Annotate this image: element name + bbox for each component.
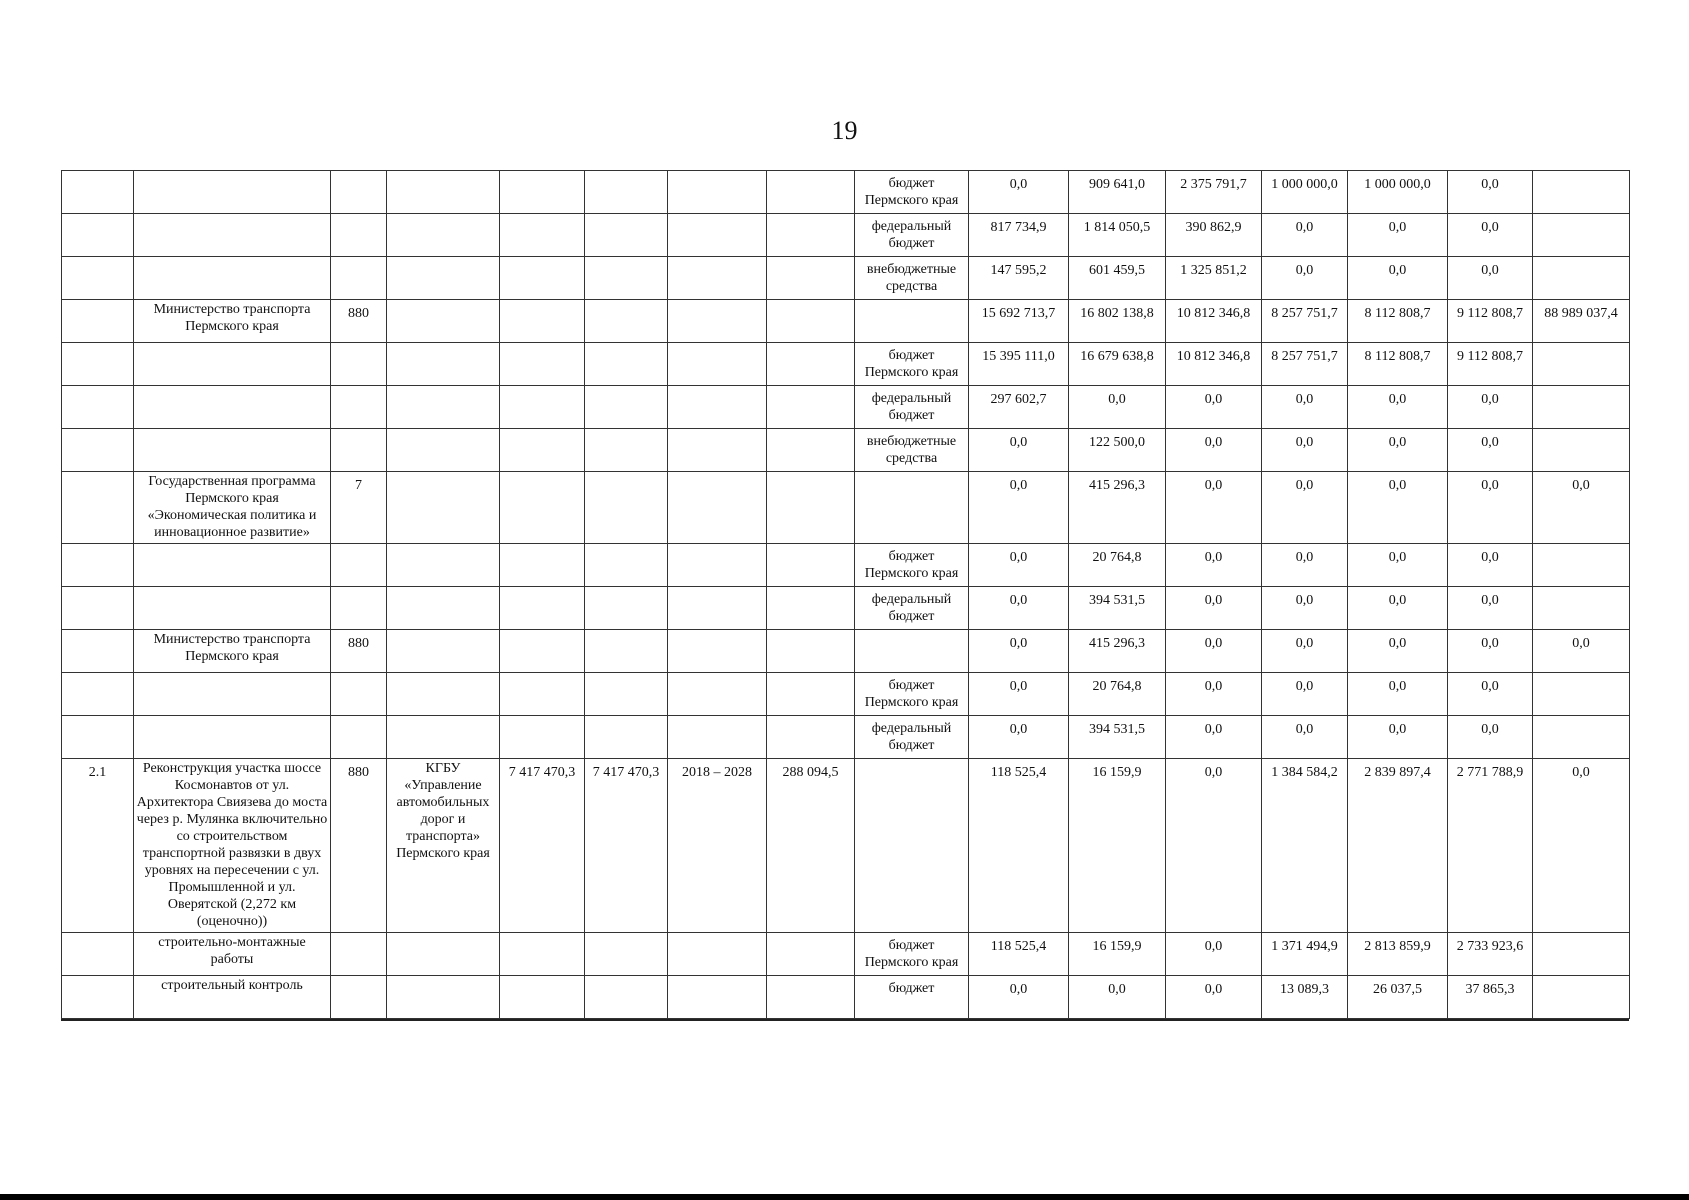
year-value-cell: 415 296,3: [1069, 630, 1166, 673]
row-number-cell: [62, 544, 134, 587]
executor-cell: [387, 587, 500, 630]
code-cell: [331, 171, 387, 214]
year-value-cell: 0,0: [1166, 429, 1262, 472]
name-cell: [134, 343, 331, 386]
row-number-cell: [62, 472, 134, 544]
year-value-cell: 0,0: [1166, 630, 1262, 673]
executor-cell: [387, 630, 500, 673]
year-value-cell: 394 531,5: [1069, 716, 1166, 759]
period-cell: [668, 544, 767, 587]
cost-cell: [500, 630, 585, 673]
year-value-cell: 1 371 494,9: [1262, 933, 1348, 976]
cost-cell: [585, 630, 668, 673]
year-value-cell: 0,0: [1448, 673, 1533, 716]
table-body: [62, 171, 1630, 1019]
code-cell: [331, 214, 387, 257]
table-row: [62, 716, 1630, 759]
funding-source-cell: [855, 630, 969, 673]
year-value-cell: 9 112 808,7: [1448, 300, 1533, 343]
name-cell: [134, 171, 331, 214]
code-cell: 880: [331, 759, 387, 933]
year-value-cell: 1 814 050,5: [1069, 214, 1166, 257]
cost-cell: [500, 300, 585, 343]
funding-source-cell: [855, 472, 969, 544]
code-cell: 7: [331, 472, 387, 544]
cost-cell: [500, 386, 585, 429]
year-value-cell: [1533, 716, 1630, 759]
row-number-cell: [62, 343, 134, 386]
code-cell: [331, 343, 387, 386]
year-value-cell: 0,0: [1448, 214, 1533, 257]
period-cell: [668, 673, 767, 716]
year-value-cell: 0,0: [969, 976, 1069, 1019]
year-value-cell: 601 459,5: [1069, 257, 1166, 300]
previous-cell: [767, 716, 855, 759]
executor-cell: [387, 472, 500, 544]
period-cell: [668, 587, 767, 630]
year-value-cell: 0,0: [1348, 673, 1448, 716]
year-value-cell: 37 865,3: [1448, 976, 1533, 1019]
executor-cell: [387, 976, 500, 1019]
period-cell: 2018 – 2028: [668, 759, 767, 933]
table-row: [62, 171, 1630, 214]
row-number-cell: [62, 386, 134, 429]
executor-cell: [387, 716, 500, 759]
name-cell: [134, 386, 331, 429]
previous-cell: [767, 343, 855, 386]
year-value-cell: 0,0: [1166, 673, 1262, 716]
previous-cell: 288 094,5: [767, 759, 855, 933]
year-value-cell: 0,0: [1448, 544, 1533, 587]
table-row: [62, 933, 1630, 976]
name-cell: Реконструкция участка шоссе Космонавтов от ул. Архитектора Свиязева до моста через р. Мулянка включительно со строительством транспортной развязки в двух уровнях на пересечении с ул. Промышленной и ул. Оверятской (2,272 км (оценочно)): [134, 759, 331, 933]
funding-source-cell: внебюджетные средства: [855, 429, 969, 472]
name-cell: строительно-монтажные работы: [134, 933, 331, 976]
name-cell: [134, 673, 331, 716]
name-cell: Государственная программа Пермского края «Экономическая политика и инновационное развитие»: [134, 472, 331, 544]
row-number-cell: [62, 716, 134, 759]
year-value-cell: 0,0: [1533, 759, 1630, 933]
code-cell: [331, 257, 387, 300]
page-number: 19: [831, 116, 858, 145]
table-row: [62, 759, 1630, 933]
year-value-cell: 817 734,9: [969, 214, 1069, 257]
year-value-cell: 0,0: [1166, 587, 1262, 630]
year-value-cell: 0,0: [1348, 214, 1448, 257]
row-number-cell: [62, 300, 134, 343]
executor-cell: [387, 300, 500, 343]
year-value-cell: 1 325 851,2: [1166, 257, 1262, 300]
cost-cell: [500, 933, 585, 976]
year-value-cell: 909 641,0: [1069, 171, 1166, 214]
year-value-cell: 8 112 808,7: [1348, 343, 1448, 386]
cost-cell: [585, 386, 668, 429]
code-cell: [331, 716, 387, 759]
name-cell: [134, 214, 331, 257]
year-value-cell: 0,0: [1533, 630, 1630, 673]
code-cell: [331, 976, 387, 1019]
year-value-cell: [1533, 257, 1630, 300]
previous-cell: [767, 300, 855, 343]
name-cell: строительный контроль: [134, 976, 331, 1019]
year-value-cell: 0,0: [1262, 472, 1348, 544]
table-row: [62, 976, 1630, 1019]
cost-cell: [500, 343, 585, 386]
executor-cell: [387, 214, 500, 257]
year-value-cell: 10 812 346,8: [1166, 343, 1262, 386]
year-value-cell: 0,0: [1448, 171, 1533, 214]
scan-edge-line: [0, 1194, 1689, 1200]
year-value-cell: 0,0: [1166, 933, 1262, 976]
year-value-cell: 147 595,2: [969, 257, 1069, 300]
cost-cell: [585, 976, 668, 1019]
table-row: [62, 587, 1630, 630]
previous-cell: [767, 630, 855, 673]
cost-cell: [500, 673, 585, 716]
previous-cell: [767, 386, 855, 429]
code-cell: [331, 933, 387, 976]
row-number-cell: [62, 976, 134, 1019]
year-value-cell: 0,0: [1166, 976, 1262, 1019]
previous-cell: [767, 171, 855, 214]
year-value-cell: 2 375 791,7: [1166, 171, 1262, 214]
previous-cell: [767, 544, 855, 587]
year-value-cell: 394 531,5: [1069, 587, 1166, 630]
row-number-cell: [62, 673, 134, 716]
funding-source-cell: федеральный бюджет: [855, 587, 969, 630]
year-value-cell: 0,0: [1262, 429, 1348, 472]
previous-cell: [767, 976, 855, 1019]
funding-source-cell: бюджет Пермского края: [855, 933, 969, 976]
year-value-cell: [1533, 343, 1630, 386]
cost-cell: [585, 343, 668, 386]
executor-cell: [387, 544, 500, 587]
cost-cell: [500, 587, 585, 630]
cost-cell: [585, 716, 668, 759]
year-value-cell: 20 764,8: [1069, 673, 1166, 716]
cost-cell: [500, 214, 585, 257]
cost-cell: [500, 716, 585, 759]
year-value-cell: 0,0: [1348, 716, 1448, 759]
period-cell: [668, 630, 767, 673]
year-value-cell: 16 679 638,8: [1069, 343, 1166, 386]
previous-cell: [767, 587, 855, 630]
previous-cell: [767, 257, 855, 300]
funding-source-cell: бюджет Пермского края: [855, 343, 969, 386]
executor-cell: [387, 673, 500, 716]
year-value-cell: [1533, 386, 1630, 429]
period-cell: [668, 300, 767, 343]
code-cell: 880: [331, 300, 387, 343]
year-value-cell: 8 257 751,7: [1262, 300, 1348, 343]
previous-cell: [767, 673, 855, 716]
code-cell: 880: [331, 630, 387, 673]
year-value-cell: 415 296,3: [1069, 472, 1166, 544]
budget-table: [61, 170, 1630, 1019]
year-value-cell: 0,0: [1166, 544, 1262, 587]
year-value-cell: 1 000 000,0: [1348, 171, 1448, 214]
cost-cell: [500, 257, 585, 300]
code-cell: [331, 673, 387, 716]
year-value-cell: 0,0: [969, 630, 1069, 673]
cost-cell: [585, 587, 668, 630]
executor-cell: [387, 171, 500, 214]
table-row: [62, 429, 1630, 472]
cost-cell: [500, 429, 585, 472]
table-row: [62, 673, 1630, 716]
year-value-cell: 0,0: [1348, 429, 1448, 472]
year-value-cell: 0,0: [1166, 716, 1262, 759]
cost-cell: [585, 171, 668, 214]
year-value-cell: 0,0: [969, 429, 1069, 472]
name-cell: Министерство транспорта Пермского края: [134, 630, 331, 673]
funding-source-cell: бюджет Пермского края: [855, 673, 969, 716]
period-cell: [668, 386, 767, 429]
executor-cell: [387, 343, 500, 386]
funding-source-cell: федеральный бюджет: [855, 214, 969, 257]
year-value-cell: 0,0: [1448, 716, 1533, 759]
cost-cell: [585, 472, 668, 544]
year-value-cell: 0,0: [1262, 587, 1348, 630]
year-value-cell: 13 089,3: [1262, 976, 1348, 1019]
year-value-cell: 0,0: [1262, 544, 1348, 587]
cost-cell: [585, 257, 668, 300]
funding-source-cell: [855, 300, 969, 343]
year-value-cell: 9 112 808,7: [1448, 343, 1533, 386]
year-value-cell: 0,0: [1448, 429, 1533, 472]
previous-cell: [767, 429, 855, 472]
table-row: [62, 544, 1630, 587]
cost-cell: [500, 171, 585, 214]
year-value-cell: 0,0: [969, 472, 1069, 544]
row-number-cell: [62, 933, 134, 976]
cost-cell: 7 417 470,3: [585, 759, 668, 933]
funding-source-cell: федеральный бюджет: [855, 716, 969, 759]
year-value-cell: 0,0: [1448, 257, 1533, 300]
year-value-cell: [1533, 429, 1630, 472]
year-value-cell: 2 733 923,6: [1448, 933, 1533, 976]
period-cell: [668, 976, 767, 1019]
cost-cell: [585, 300, 668, 343]
year-value-cell: 0,0: [969, 544, 1069, 587]
row-number-cell: [62, 429, 134, 472]
year-value-cell: 0,0: [969, 587, 1069, 630]
name-cell: [134, 587, 331, 630]
year-value-cell: 0,0: [1448, 630, 1533, 673]
year-value-cell: 15 692 713,7: [969, 300, 1069, 343]
funding-source-cell: бюджет Пермского края: [855, 171, 969, 214]
cost-cell: [500, 472, 585, 544]
year-value-cell: 0,0: [1348, 257, 1448, 300]
year-value-cell: 20 764,8: [1069, 544, 1166, 587]
year-value-cell: 15 395 111,0: [969, 343, 1069, 386]
year-value-cell: 16 159,9: [1069, 759, 1166, 933]
row-number-cell: [62, 257, 134, 300]
row-number-cell: [62, 587, 134, 630]
year-value-cell: 10 812 346,8: [1166, 300, 1262, 343]
year-value-cell: [1533, 171, 1630, 214]
year-value-cell: 2 771 788,9: [1448, 759, 1533, 933]
year-value-cell: [1533, 587, 1630, 630]
year-value-cell: [1533, 214, 1630, 257]
year-value-cell: 0,0: [1348, 544, 1448, 587]
row-number-cell: [62, 630, 134, 673]
year-value-cell: 0,0: [1262, 386, 1348, 429]
year-value-cell: 118 525,4: [969, 759, 1069, 933]
year-value-cell: 16 159,9: [1069, 933, 1166, 976]
year-value-cell: 0,0: [969, 716, 1069, 759]
year-value-cell: 0,0: [969, 171, 1069, 214]
funding-source-cell: [855, 759, 969, 933]
name-cell: [134, 257, 331, 300]
row-number-cell: [62, 214, 134, 257]
cost-cell: [500, 976, 585, 1019]
year-value-cell: 0,0: [1262, 257, 1348, 300]
name-cell: [134, 716, 331, 759]
name-cell: Министерство транспорта Пермского края: [134, 300, 331, 343]
year-value-cell: 88 989 037,4: [1533, 300, 1630, 343]
table-row: [62, 386, 1630, 429]
period-cell: [668, 171, 767, 214]
year-value-cell: 1 384 584,2: [1262, 759, 1348, 933]
year-value-cell: [1533, 976, 1630, 1019]
code-cell: [331, 544, 387, 587]
year-value-cell: 0,0: [1448, 386, 1533, 429]
table-row: [62, 343, 1630, 386]
period-cell: [668, 472, 767, 544]
code-cell: [331, 429, 387, 472]
code-cell: [331, 587, 387, 630]
year-value-cell: 297 602,7: [969, 386, 1069, 429]
row-number-cell: [62, 171, 134, 214]
year-value-cell: 0,0: [1166, 386, 1262, 429]
year-value-cell: 0,0: [1069, 386, 1166, 429]
year-value-cell: 390 862,9: [1166, 214, 1262, 257]
row-number-cell: 2.1: [62, 759, 134, 933]
table-row: [62, 472, 1630, 544]
year-value-cell: 0,0: [1262, 630, 1348, 673]
year-value-cell: 122 500,0: [1069, 429, 1166, 472]
year-value-cell: 0,0: [1262, 716, 1348, 759]
name-cell: [134, 429, 331, 472]
period-cell: [668, 716, 767, 759]
year-value-cell: 8 112 808,7: [1348, 300, 1448, 343]
cost-cell: [585, 544, 668, 587]
year-value-cell: 0,0: [1348, 587, 1448, 630]
funding-source-cell: бюджет Пермского края: [855, 544, 969, 587]
year-value-cell: [1533, 544, 1630, 587]
year-value-cell: 26 037,5: [1348, 976, 1448, 1019]
year-value-cell: 1 000 000,0: [1262, 171, 1348, 214]
cost-cell: [585, 214, 668, 257]
year-value-cell: [1533, 673, 1630, 716]
executor-cell: КГБУ «Управление автомобильных дорог и транспорта» Пермского края: [387, 759, 500, 933]
period-cell: [668, 933, 767, 976]
name-cell: [134, 544, 331, 587]
executor-cell: [387, 386, 500, 429]
funding-source-cell: внебюджетные средства: [855, 257, 969, 300]
funding-source-cell: бюджет: [855, 976, 969, 1019]
year-value-cell: 16 802 138,8: [1069, 300, 1166, 343]
year-value-cell: 0,0: [1166, 759, 1262, 933]
year-value-cell: 0,0: [1348, 472, 1448, 544]
previous-cell: [767, 933, 855, 976]
period-cell: [668, 343, 767, 386]
cost-cell: [500, 544, 585, 587]
year-value-cell: 0,0: [969, 673, 1069, 716]
year-value-cell: 2 813 859,9: [1348, 933, 1448, 976]
cost-cell: 7 417 470,3: [500, 759, 585, 933]
year-value-cell: 2 839 897,4: [1348, 759, 1448, 933]
year-value-cell: [1533, 933, 1630, 976]
cost-cell: [585, 429, 668, 472]
code-cell: [331, 386, 387, 429]
period-cell: [668, 429, 767, 472]
year-value-cell: 0,0: [1262, 673, 1348, 716]
year-value-cell: 0,0: [1348, 630, 1448, 673]
year-value-cell: 0,0: [1448, 587, 1533, 630]
cost-cell: [585, 933, 668, 976]
previous-cell: [767, 472, 855, 544]
period-cell: [668, 257, 767, 300]
table-row: [62, 214, 1630, 257]
table-row: [62, 300, 1630, 343]
funding-source-cell: федеральный бюджет: [855, 386, 969, 429]
previous-cell: [767, 214, 855, 257]
year-value-cell: 0,0: [1448, 472, 1533, 544]
year-value-cell: 8 257 751,7: [1262, 343, 1348, 386]
year-value-cell: 0,0: [1533, 472, 1630, 544]
executor-cell: [387, 429, 500, 472]
table-row: [62, 257, 1630, 300]
budget-table-wrapper: [61, 170, 1629, 1021]
year-value-cell: 0,0: [1348, 386, 1448, 429]
year-value-cell: 0,0: [1069, 976, 1166, 1019]
year-value-cell: 0,0: [1166, 472, 1262, 544]
table-row: [62, 630, 1630, 673]
year-value-cell: 118 525,4: [969, 933, 1069, 976]
executor-cell: [387, 933, 500, 976]
executor-cell: [387, 257, 500, 300]
cost-cell: [585, 673, 668, 716]
year-value-cell: 0,0: [1262, 214, 1348, 257]
period-cell: [668, 214, 767, 257]
